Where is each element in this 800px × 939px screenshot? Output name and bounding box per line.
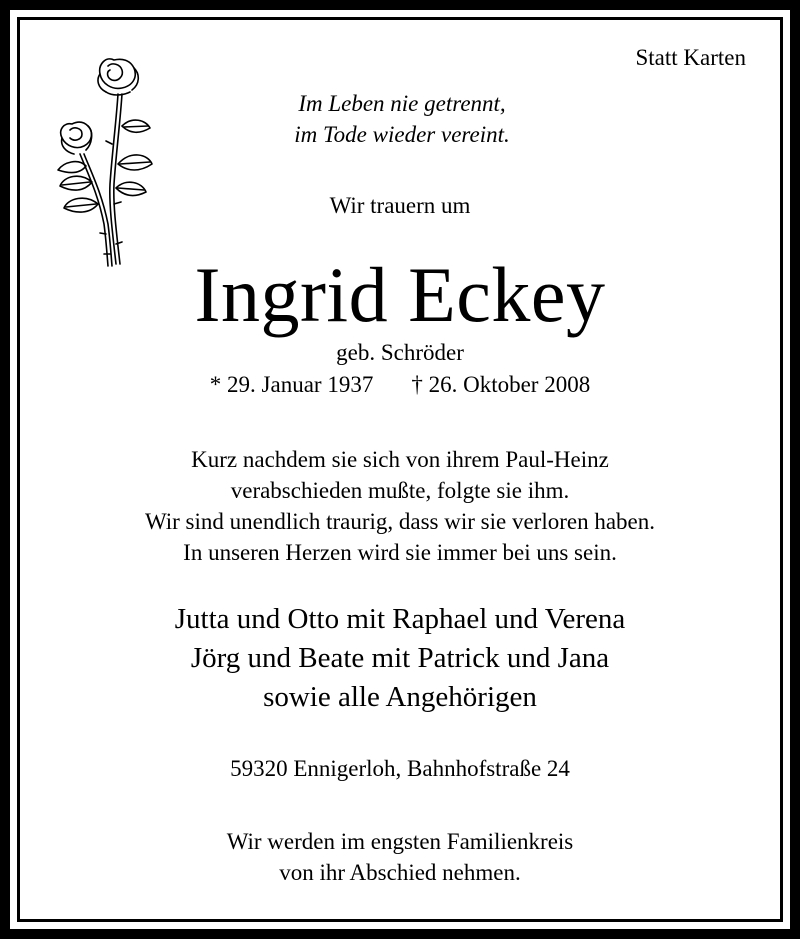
message-text	[0, 444, 800, 568]
life-dates	[0, 372, 800, 398]
message-line: In unseren Herzen wird sie immer bei uns sein.	[183, 540, 617, 565]
mourner-line: Jutta und Otto mit Raphael und Verena	[174, 603, 626, 635]
closing-text	[0, 826, 800, 888]
motto	[252, 88, 552, 150]
mourner-line: Jörg und Beate mit Patrick und Jana	[190, 642, 610, 674]
intro-text: Wir trauern um	[329, 193, 471, 218]
mourner-line: sowie alle Angehörigen	[263, 681, 537, 713]
death-date: † 26. Oktober 2008	[411, 372, 591, 397]
birth-date: * 29. Januar 1937	[209, 372, 374, 397]
motto-line: Im Leben nie getrennt,	[298, 91, 506, 116]
corner-note: Statt Karten	[635, 45, 746, 70]
message-line: verabschieden mußte, folgte sie ihm.	[230, 478, 570, 503]
motto-line: im Tode wieder vereint.	[294, 122, 510, 147]
closing-line: Wir werden im engsten Familienkreis	[226, 829, 574, 854]
message-line: Kurz nachdem sie sich von ihrem Paul-Heinz	[191, 447, 609, 472]
address: 59320 Ennigerloh, Bahnhofstraße 24	[230, 756, 570, 781]
mourners	[0, 600, 800, 717]
rose-icon	[52, 54, 157, 270]
message-line: Wir sind unendlich traurig, dass wir sie verloren haben.	[144, 509, 656, 534]
deceased-name: Ingrid Eckey	[194, 251, 606, 338]
maiden-name: geb. Schröder	[336, 340, 464, 365]
closing-line: von ihr Abschied nehmen.	[279, 860, 521, 885]
